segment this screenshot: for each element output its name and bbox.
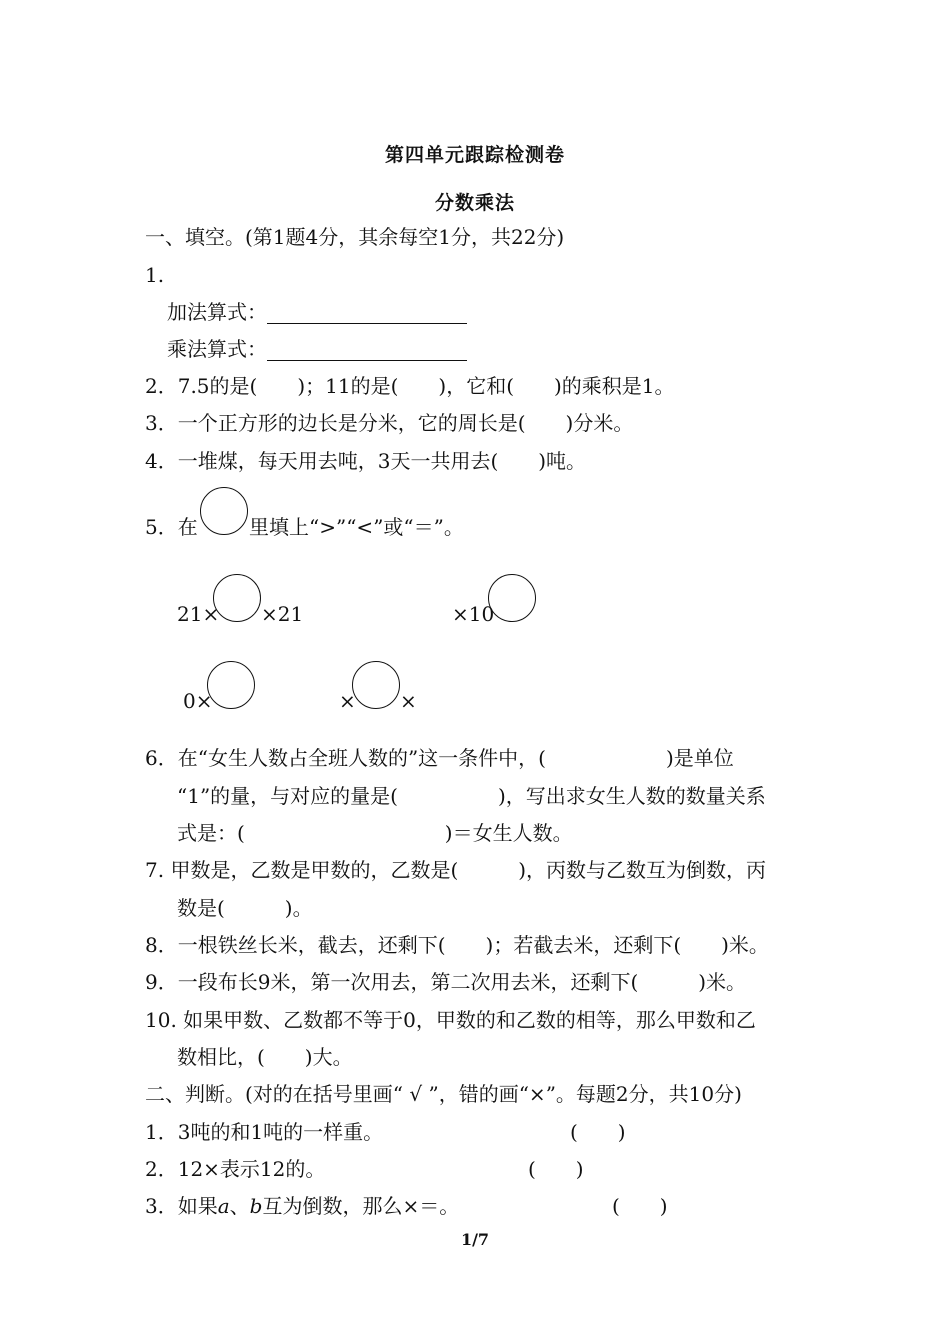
question-8: 8．一根铁丝长米，截去，还剩下( )；若截去米，还剩下( )米。 (145, 933, 769, 957)
question-9: 9．一段布长9米，第一次用去，第二次用去米，还剩下( )米。 (145, 970, 747, 994)
q1-mul-blank[interactable] (267, 340, 467, 361)
judge-3-sep: 、 (229, 1194, 250, 1218)
judge-3-var-b: b (249, 1194, 263, 1218)
compare-b-circle[interactable] (488, 574, 536, 622)
compare-a-circle[interactable] (213, 574, 261, 622)
q1-add-row (167, 300, 467, 324)
judge-1-text: 1．3吨的和1吨的一样重。 (145, 1120, 384, 1144)
judge-1-paren[interactable]: ( ) (570, 1120, 626, 1144)
q6-line3: 式是：( )＝女生人数。 (177, 821, 573, 845)
judge-3-post: 互为倒数，那么×＝。 (262, 1194, 460, 1218)
q7-line2: 数是( )。 (177, 896, 313, 920)
judge-3-var-a: a (217, 1194, 230, 1218)
compare-c-left: 0× (183, 689, 213, 713)
q5-prefix: 5．在 (145, 515, 198, 539)
q1-number: 1. (145, 263, 165, 287)
q10-line2: 数相比，( )大。 (177, 1045, 353, 1069)
judge-3-paren[interactable]: ( ) (612, 1194, 668, 1218)
compare-a-right: ×21 (261, 602, 304, 626)
q10-line1: 10. 如果甲数、乙数都不等于0，甲数的和乙数的相等，那么甲数和乙 (145, 1008, 756, 1032)
judge-3-pre: 3．如果 (145, 1194, 218, 1218)
q5-example-circle (200, 487, 248, 535)
page-subtitle: 分数乘法 (434, 192, 515, 214)
q1-mul-label: 乘法算式： (167, 337, 267, 361)
q7-line1: 7. 甲数是，乙数是甲数的，乙数是( )，丙数与乙数互为倒数，丙 (145, 858, 767, 882)
question-4: 4．一堆煤，每天用去吨，3天一共用去( )吨。 (145, 449, 587, 473)
compare-a-left: 21× (177, 602, 220, 626)
q1-add-blank[interactable] (267, 303, 467, 324)
q6-line2: “1”的量，与对应的量是( )，写出求女生人数的数量关系 (177, 784, 766, 808)
compare-b-left: ×10 (452, 602, 495, 626)
compare-c-circle[interactable] (207, 661, 255, 709)
q1-mul-row (167, 337, 467, 361)
page-title: 第四单元跟踪检测卷 (384, 144, 565, 166)
page-number: 1/7 (460, 1230, 490, 1249)
section1-heading: 一、填空。(第1题4分，其余每空1分，共22分) (145, 225, 565, 249)
q1-add-label: 加法算式： (167, 300, 267, 324)
question-3: 3．一个正方形的边长是分米，它的周长是( )分米。 (145, 411, 634, 435)
compare-d-right: × (400, 689, 417, 713)
judge-3-text (145, 1194, 459, 1218)
q6-line1: 6．在“女生人数占全班人数的”这一条件中，( )是单位 (145, 746, 734, 770)
judge-2-text: 2．12×表示12的。 (145, 1157, 326, 1181)
question-2: 2．7.5的是( )；11的是( )，它和( )的乘积是1。 (145, 374, 675, 398)
compare-d-circle[interactable] (352, 661, 400, 709)
compare-d-left: × (339, 689, 356, 713)
q5-suffix: 里填上“>”“<”或“＝”。 (249, 515, 464, 539)
section2-heading: 二、判断。(对的在括号里画“ √ ”，错的画“×”。每题2分，共10分) (145, 1082, 742, 1106)
judge-2-paren[interactable]: ( ) (528, 1157, 584, 1181)
